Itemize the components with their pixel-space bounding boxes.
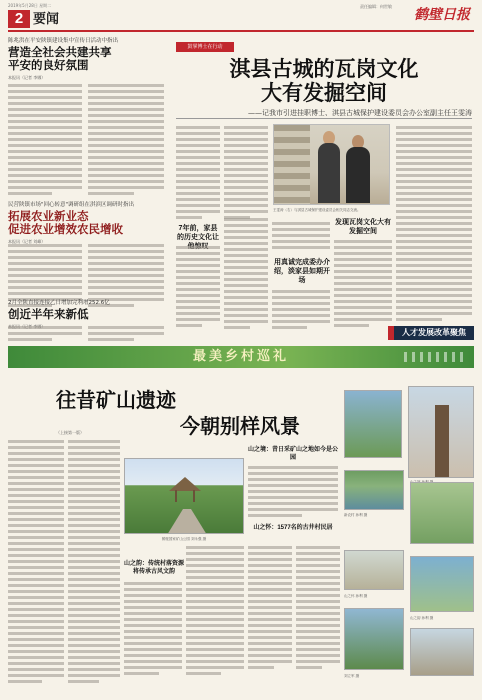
story2-kicker: 民营陕镇市场"回心转意"调研组在淇滨区调研时指出 (8, 202, 135, 208)
feature-title (176, 58, 472, 106)
story2-left (8, 200, 163, 245)
photo-tree (408, 386, 474, 478)
masthead-logo: 鹤壁日报 (414, 7, 470, 23)
feature-body-col1 (176, 126, 220, 222)
section-title: 要闻 (33, 11, 60, 26)
feature-body-col2b (224, 218, 268, 332)
story3-title: 创近半年来新低 (8, 309, 89, 321)
feature-body-col1b (176, 246, 220, 330)
story-title-line2: 今朝别样风景 (180, 416, 300, 438)
photo-caption-5: 刘立军 摄 (344, 674, 360, 678)
story2-title-line2: 促进农业增效农民增收 (8, 224, 123, 236)
feature-body-col3c (334, 240, 392, 330)
story3-body-col2 (88, 326, 164, 344)
story-body-col5 (248, 466, 338, 520)
feature-title-line1: 淇县古城的瓦岗文化 (229, 58, 419, 81)
story-body-col2 (68, 440, 120, 686)
ribbon-banner: 人才发展改革聚焦 (394, 326, 474, 340)
story1-title-line1: 营造全社会共建共享 (8, 47, 112, 59)
feature-rule (176, 118, 472, 119)
story2-byline: 本报讯（记者 刘峰） (8, 239, 46, 244)
story-body-col1 (8, 440, 64, 686)
section-band (8, 346, 474, 368)
editor-credit: 责任编辑：何世敏 (360, 4, 392, 9)
band-decoration (404, 352, 464, 362)
story-kicker: （上接第一版） (56, 430, 84, 435)
story-body-col4 (186, 546, 244, 678)
page-header (0, 0, 482, 32)
story-subhead-a: 山之境：昔日采矿山之地如今是公园 (248, 447, 339, 461)
feature-body-col3b (272, 290, 330, 332)
feature-body-col2 (224, 126, 268, 222)
band-title: 最美乡村巡礼 (192, 349, 289, 364)
feature-subhead-3: 发现瓦岗文化大有发掘空间 (335, 219, 391, 235)
story1-kicker: 陈兆洪在平安陕镇建设集中宣传日活动中指出 (8, 38, 119, 44)
page-number: 2 (8, 10, 30, 28)
photo-pond (344, 470, 404, 510)
feature-tag: 鼓掌博士在行动 (176, 42, 234, 52)
story-body-col3 (124, 582, 182, 678)
photo-village (344, 550, 404, 590)
feature-subhead-2: 用真诚完成委办介绍，淡家县如期开场 (274, 259, 330, 284)
feature-photo (273, 124, 390, 205)
photo-field (410, 482, 474, 544)
story-subhead-c: 山之韵：传统村落资源将传承古风文韵 (124, 561, 185, 575)
feature-body-col3 (272, 222, 330, 252)
story1-body (8, 84, 82, 198)
story1-body-col2 (88, 84, 164, 198)
photo-hill (344, 608, 404, 670)
story1-title-line2: 平安的良好氛围 (8, 60, 89, 72)
photo-trees-sky (344, 390, 402, 458)
left-column (8, 36, 163, 81)
story-photo-garden (124, 458, 244, 534)
feature-photo-caption: 王雯涛（右）与淇县古城保护建设委员会相关同志交流。 (273, 208, 361, 212)
story-title-line1: 往昔矿山遗迹 (56, 390, 176, 412)
photo-caption-2: 新农村 孙利 摄 (344, 513, 368, 517)
feature-subhead-1: 7年前，家县的历史文化让 (177, 225, 219, 241)
story1-byline: 本报讯（记者 李娜） (8, 75, 46, 80)
story-photo-caption: 鹤壁国家矿山公园 刘永强 摄 (161, 537, 207, 541)
header-rule (8, 30, 474, 32)
photo-flowers (410, 628, 474, 676)
feature-title-line2: 大有发掘空间 (261, 82, 387, 105)
feature-subtitle: ——记我市引进挂职博士、淇县古城保护建设委员会办公室副主任王雯涛 (248, 109, 472, 117)
feature-body-col4 (396, 126, 472, 324)
story3-kicker: 2月全陕直接连接乙日增加完利增252.6亿 (8, 300, 110, 306)
story3-body (8, 326, 82, 344)
photo-caption-4: 山之韵 孙利 摄 (410, 616, 434, 620)
story-body-col7 (296, 546, 340, 672)
story-body-col6 (248, 546, 292, 672)
photo-caption-3: 山之怀 孙利 摄 (344, 594, 368, 598)
story-subhead-b: 山之怀：1577名的古井村民居 (253, 525, 333, 531)
dateline: 2019年5月28日 星期二 (8, 3, 52, 8)
photo-landscape (410, 556, 474, 612)
story2-title-line1: 拓展农业新业态 (8, 211, 89, 223)
